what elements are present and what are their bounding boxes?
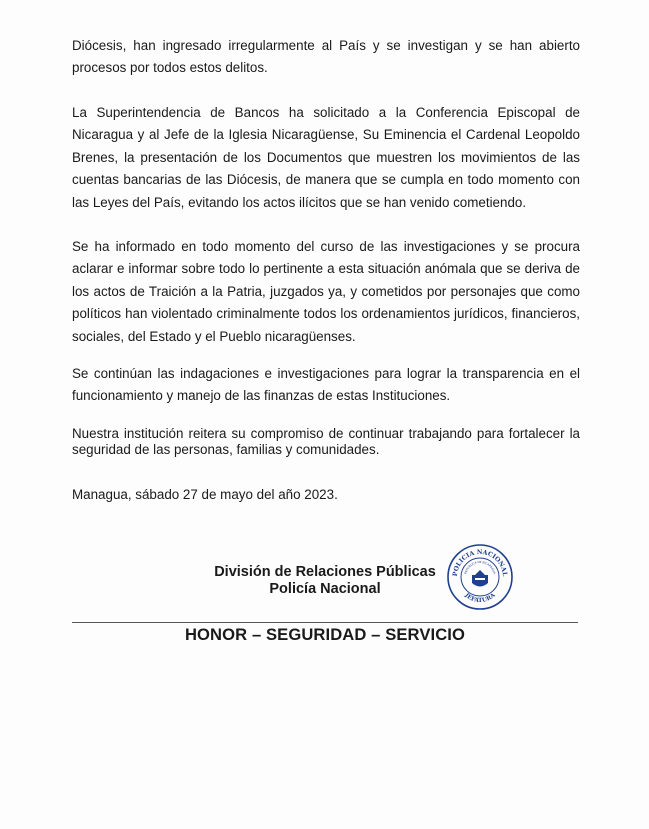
seal-emblem-icon (472, 570, 488, 587)
seal-top-text: POLICIA NACIONAL (451, 548, 509, 577)
footer-divider (72, 622, 578, 623)
institution-motto: HONOR – SEGURIDAD – SERVICIO (184, 625, 466, 644)
svg-text:JEFATURA (463, 592, 497, 604)
signature-institution: Policía Nacional (269, 581, 381, 597)
paragraph-commitment: Nuestra institución reitera su compromiso de continuar trabajando para fortalecer la seguridad de las personas, familias y comunidades. (72, 426, 580, 457)
paragraph-dioceses-processes: Diócesis, han ingresado irregularmente al País y se investigan y se han abierto procesos por todos estos delitos. (72, 38, 580, 76)
signature-division: División de Relaciones Públicas (214, 564, 436, 580)
place-date-line: Managua, sábado 27 de mayo del año 2023. (72, 487, 338, 502)
seal-inner-text: REPUBLICA DE NICARAGUA (463, 559, 497, 575)
police-seal-icon (446, 543, 514, 611)
paragraph-investigations-informed: Se ha informado en todo momento del curso de las investigaciones y se procura aclarar e informar sobre todo lo pertinente a esta situación anómala que se deriva de los actos de Traición a la Patria, juzgados ya, y cometidos por personajes que como políticos han violentado criminalmente todos los ordenamientos jurídicos, financieros, sociales, del Estado y el Pueblo nicaragüenses. (72, 239, 580, 344)
paragraph-superintendencia: La Superintendencia de Bancos ha solicitado a la Conferencia Episcopal de Nicaragua y al Jefe de la Iglesia Nicaragüense, Su Eminencia el Cardenal Leopoldo Brenes, la presentación de los Documentos que muestren los movimientos de las cuentas bancarias de las Diócesis, de manera que se cumpla en todo momento con las Leyes del País, evitando los actos ilícitos que se han venido cometiendo. (72, 105, 580, 210)
paragraph-continuing-inquiries: Se continúan las indagaciones e investigaciones para lograr la transparencia en el funcionamiento y manejo de las finanzas de estas Instituciones. (72, 366, 580, 404)
seal-bottom-text: JEFATURA (463, 592, 497, 605)
